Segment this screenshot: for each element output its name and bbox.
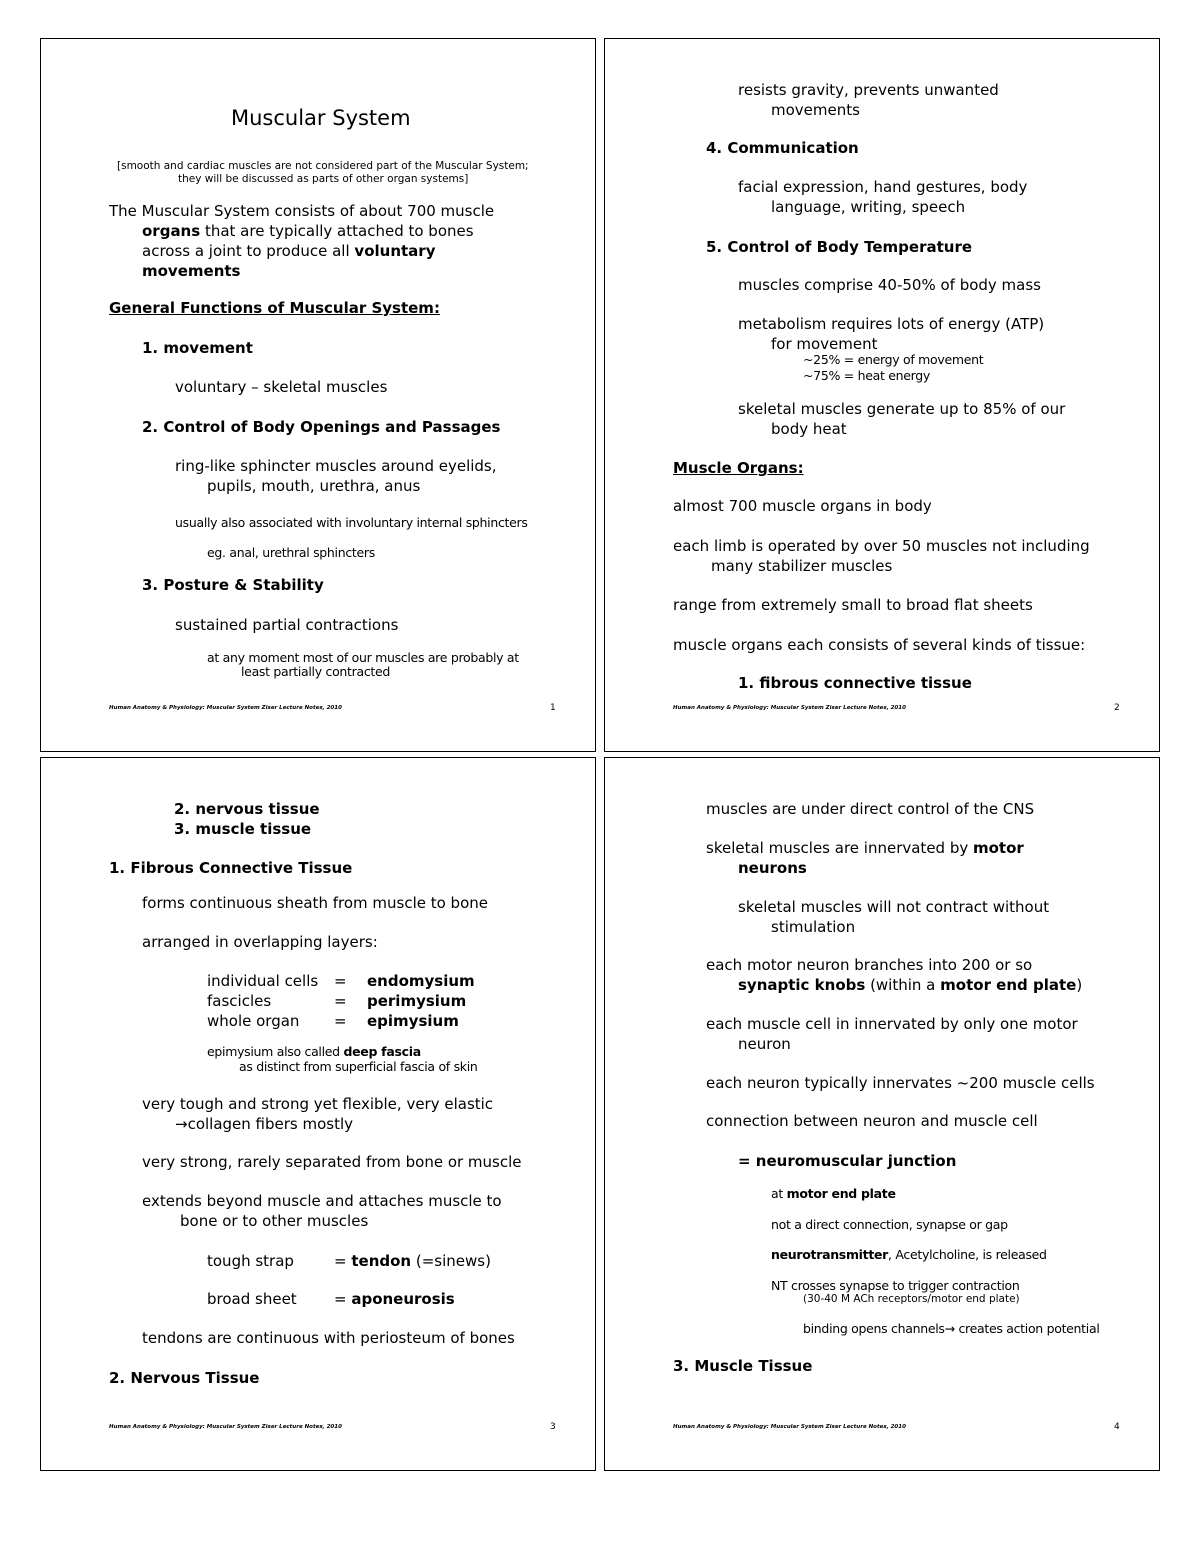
- body-text: facial expression, hand gestures, body: [738, 178, 1028, 196]
- sheet-label: broad sheet: [207, 1290, 297, 1308]
- small-text: ~75% = heat energy: [803, 368, 930, 383]
- footer: Human Anatomy & Physiology: Muscular System Ziser Lecture Notes, 2010: [673, 1424, 906, 1430]
- body-text: for movement: [771, 335, 878, 353]
- equals-sign: =: [334, 992, 347, 1010]
- list-item: 1. fibrous connective tissue: [738, 674, 972, 692]
- small-text: usually also associated with involuntary internal sphincters: [175, 515, 528, 530]
- intro-text: The Muscular System consists of about 700 muscle: [109, 202, 495, 220]
- footer: Human Anatomy & Physiology: Muscular System Ziser Lecture Notes, 2010: [109, 705, 342, 711]
- body-text: many stabilizer muscles: [711, 557, 893, 575]
- body-text: very strong, rarely separated from bone or muscle: [142, 1153, 522, 1171]
- layer-term: perimysium: [367, 992, 467, 1010]
- body-text: neurons: [738, 859, 807, 877]
- body-text: pupils, mouth, urethra, anus: [207, 477, 421, 495]
- note-line: they will be discussed as parts of other organ systems]: [178, 173, 469, 185]
- layer-term: epimysium: [367, 1012, 459, 1030]
- note-line: [smooth and cardiac muscles are not considered part of the Muscular System;: [117, 160, 529, 172]
- function-heading: 1. movement: [142, 339, 253, 357]
- section-heading: Muscle Organs:: [673, 459, 804, 477]
- small-text: eg. anal, urethral sphincters: [207, 545, 375, 560]
- intro-text: organs that are typically attached to bones: [142, 222, 474, 240]
- function-heading: 5. Control of Body Temperature: [706, 238, 973, 256]
- body-text: tendons are continuous with periosteum of bones: [142, 1329, 515, 1347]
- body-text: forms continuous sheath from muscle to bone: [142, 894, 488, 912]
- layer-term: endomysium: [367, 972, 475, 990]
- body-text: muscles comprise 40-50% of body mass: [738, 276, 1041, 294]
- body-text: almost 700 muscle organs in body: [673, 497, 932, 515]
- body-text: arranged in overlapping layers:: [142, 933, 378, 951]
- section-heading: 3. Muscle Tissue: [673, 1357, 813, 1375]
- equals-sign: =: [334, 972, 347, 990]
- body-text: →collagen fibers mostly: [175, 1115, 354, 1133]
- slide-2: [604, 38, 1160, 752]
- page-number: 4: [1114, 1422, 1120, 1432]
- list-item: 3. muscle tissue: [174, 820, 312, 838]
- small-text: not a direct connection, synapse or gap: [771, 1217, 1008, 1232]
- body-text: skeletal muscles will not contract without: [738, 898, 1050, 916]
- page-number: 1: [550, 703, 556, 713]
- small-text: at any moment most of our muscles are probably at: [207, 650, 519, 665]
- body-text: language, writing, speech: [771, 198, 966, 216]
- footer: Human Anatomy & Physiology: Muscular System Ziser Lecture Notes, 2010: [109, 1424, 342, 1430]
- layer-label: whole organ: [207, 1012, 300, 1030]
- body-text: stimulation: [771, 918, 856, 936]
- strap-label: tough strap: [207, 1252, 294, 1270]
- section-heading: 1. Fibrous Connective Tissue: [109, 859, 353, 877]
- body-text: skeletal muscles are innervated by motor: [706, 839, 1024, 857]
- page-number: 2: [1114, 703, 1120, 713]
- body-text: ring-like sphincter muscles around eyelids,: [175, 457, 497, 475]
- junction-term: = neuromuscular junction: [738, 1152, 957, 1170]
- body-text: resists gravity, prevents unwanted: [738, 81, 999, 99]
- body-text: connection between neuron and muscle cell: [706, 1112, 1038, 1130]
- slide-1: [40, 38, 596, 752]
- body-text: each muscle cell in innervated by only one motor: [706, 1015, 1078, 1033]
- small-text: NT crosses synapse to trigger contraction: [771, 1278, 1020, 1293]
- small-text: (30-40 M ACh receptors/motor end plate): [803, 1293, 1020, 1305]
- small-text: binding opens channels→ creates action potential: [803, 1321, 1100, 1336]
- body-text: body heat: [771, 420, 847, 438]
- body-text: synaptic knobs (within a motor end plate): [738, 976, 1083, 994]
- equals-sign: =: [334, 1012, 347, 1030]
- section-heading: 2. Nervous Tissue: [109, 1369, 260, 1387]
- layer-label: individual cells: [207, 972, 319, 990]
- intro-text: movements: [142, 262, 241, 280]
- function-heading: 4. Communication: [706, 139, 859, 157]
- layer-label: fascicles: [207, 992, 272, 1010]
- function-heading: 3. Posture & Stability: [142, 576, 324, 594]
- strap-def: = tendon (=sinews): [334, 1252, 491, 1270]
- small-text: ~25% = energy of movement: [803, 352, 984, 367]
- slide-3: [40, 757, 596, 1471]
- body-text: range from extremely small to broad flat sheets: [673, 596, 1033, 614]
- body-text: skeletal muscles generate up to 85% of our: [738, 400, 1066, 418]
- body-text: muscles are under direct control of the CNS: [706, 800, 1035, 818]
- body-text: voluntary – skeletal muscles: [175, 378, 388, 396]
- body-text: muscle organs each consists of several kinds of tissue:: [673, 636, 1086, 654]
- body-text: bone or to other muscles: [180, 1212, 369, 1230]
- small-text: least partially contracted: [241, 664, 391, 679]
- body-text: extends beyond muscle and attaches muscle to: [142, 1192, 502, 1210]
- list-item: 2. nervous tissue: [174, 800, 320, 818]
- section-heading: General Functions of Muscular System:: [109, 299, 440, 317]
- small-text: neurotransmitter, Acetylcholine, is released: [771, 1247, 1047, 1262]
- slide-title: Muscular System: [231, 106, 411, 130]
- body-text: sustained partial contractions: [175, 616, 399, 634]
- small-text: at motor end plate: [771, 1186, 896, 1201]
- body-text: each neuron typically innervates ~200 muscle cells: [706, 1074, 1095, 1092]
- body-text: neuron: [738, 1035, 791, 1053]
- footer: Human Anatomy & Physiology: Muscular System Ziser Lecture Notes, 2010: [673, 705, 906, 711]
- function-heading: 2. Control of Body Openings and Passages: [142, 418, 501, 436]
- body-text: very tough and strong yet flexible, very elastic: [142, 1095, 494, 1113]
- slide-4: [604, 757, 1160, 1471]
- body-text: metabolism requires lots of energy (ATP): [738, 315, 1045, 333]
- intro-text: across a joint to produce all voluntary: [142, 242, 436, 260]
- sheet-def: = aponeurosis: [334, 1290, 455, 1308]
- small-text: as distinct from superficial fascia of skin: [239, 1059, 478, 1074]
- small-text: epimysium also called deep fascia: [207, 1044, 421, 1059]
- page-number: 3: [550, 1422, 556, 1432]
- body-text: each limb is operated by over 50 muscles not including: [673, 537, 1090, 555]
- body-text: each motor neuron branches into 200 or so: [706, 956, 1033, 974]
- body-text: movements: [771, 101, 860, 119]
